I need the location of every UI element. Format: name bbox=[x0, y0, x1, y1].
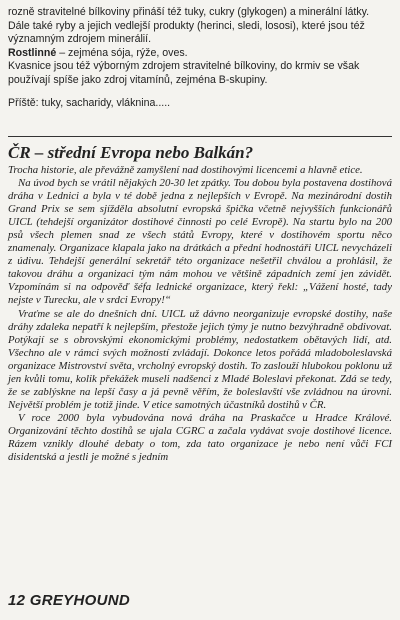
previous-article-end bbox=[8, 6, 392, 110]
section-divider bbox=[8, 136, 392, 137]
plant-label: Rostlinné bbox=[8, 46, 57, 59]
article-lead: Trocha historie, ale převážně zamyšlení nad dostihovými licencemi a hlavně etice. bbox=[8, 164, 363, 176]
article-paragraph-3: V roce 2000 byla vybudována nová dráha na Praskačce u Hradce Králové. Organizování těchto dostihů se ujala CGRC a začala vydávat svoje dostihové licence. Rázem vznikly dlouhé debaty o tom, zda tato organizace je nebo není vůči FCI disidentská a jestli je možné s jedním bbox=[8, 411, 392, 464]
plant-text: – zejména sója, rýže, oves. bbox=[56, 46, 188, 59]
article-paragraph-2: Vraťme se ale do dnešních dní. UICL už dávno neorganizuje evropské dostihy, naše dráhy zdaleka nepatří k nejlepším, přestože jejich týmy je nutno bezvýhradně obdivovat. Potýkají se s obrovskými ekonomickými problémy, nedostatkem obětavých lidí, atd. Všechno ale v rámci svých možností zvládají. Dokonce letos pořádá mladoboleslavská organizace Mistrovství světa, vrcholný evropský dostih. To zaslouží hlubokou poklonu už jen kvůli tomu, kolik překážek museli nadšenci z Mladé Boleslavi překonat. Zdá se tedy, že se zablýskne na lepší časy a já pevně věřím, že boleslavští vše zvládnou na úrovni. Největší problém je totiž jinde. V etice samotných účastníků dostihů v ČR. bbox=[8, 307, 392, 411]
article bbox=[8, 143, 392, 464]
next-issue-note: Příště: tuky, sacharidy, vláknina..... bbox=[8, 96, 171, 109]
page-footer bbox=[8, 592, 130, 609]
paragraph-animal-proteins: rozně stravitelné bílkoviny přináší též tuky, cukry (glykogen) a minerální látky. Dále také ryby a jejich vedlejší produkty (herinci, sledi, lososi), které jsou též významným zdrojem minerálií. bbox=[8, 6, 370, 46]
page-number: 12 bbox=[8, 592, 26, 609]
article-paragraph-1: Na úvod bych se vrátil nějakých 20-30 let zpátky. Tou dobou byla postavena dostihová dráha v Lednici a byla v té době jedna z nejlepších v Evropě. Na mezinárodní dostih Grand Prix se sem sjížděla absolutní evropská špička včetně nejvyšších funkcionářů UICL (tehdejší organizátor dostihové činnosti po celé Evropě). Na startu bylo na 200 psů všech plemen snad ze všech států Evropy, které v dostihovém sportu něco znamenaly. Organizace klapala jako na drátkách a přední hodnostáři UICL nevycházeli z údivu. Tehdejší generální sekretář této organizace nešetřil chválou a prohlásil, že takovou dráhu a organizaci tým nám mohou ve většině západních zemí jen závidět. Vzpomínám si na odpověď šéfa lednické organizace, který řekl: „Vážení hosté, tady nejste v Turecku, ale v srdci Evropy!“ bbox=[8, 177, 392, 307]
magazine-name: GREYHOUND bbox=[29, 592, 130, 609]
paragraph-plant-proteins bbox=[8, 47, 392, 61]
article-title: ČR – střední Evropa nebo Balkán? bbox=[8, 143, 254, 162]
paragraph-yeast: Kvasnice jsou též výborným zdrojem stravitelné bílkoviny, do krmiv se však používají spíše jako zdroj vitamínů, zejména B-skupiny. bbox=[8, 60, 360, 86]
